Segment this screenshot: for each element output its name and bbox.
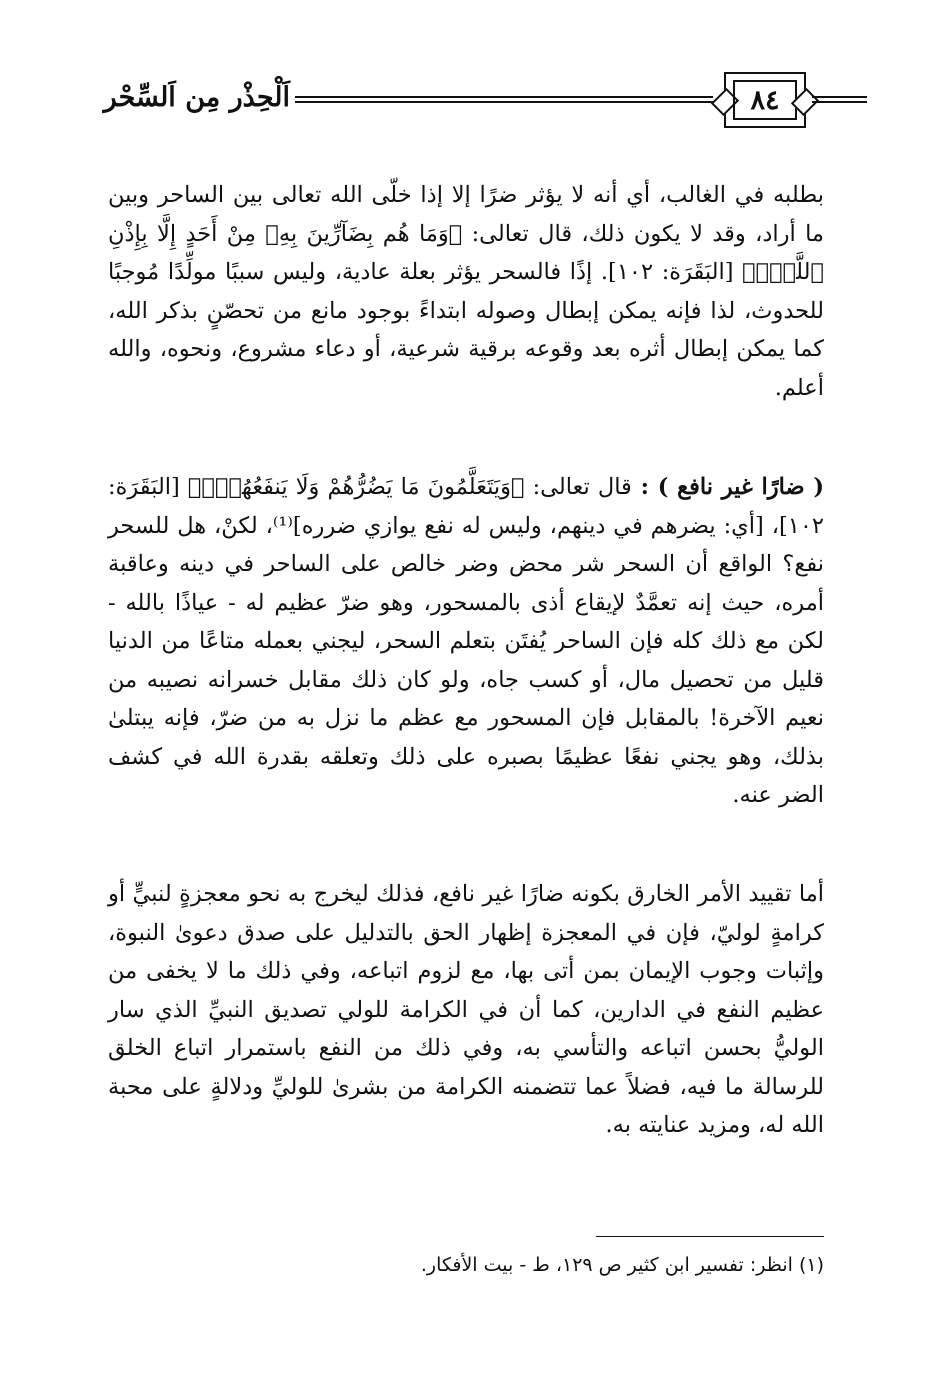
paragraph-3: أما تقييد الأمر الخارق بكونه ضارًا غير نافع، فذلك ليخرج به نحو معجزةٍ لنبيٍّ أو كرامةٍ لوليّ، فإن في المعجزة إظهار الحق بالتدليل على صدق دعوىٰ النبوة، وإثبات وجوب الإيمان بمن أتى بها، مع لزوم اتباعه، وفي ذلك ما لا يخفى من عظيم النفع في الدارين، كما أن في الكرامة للولي تصديق النبيِّ الذي سار الوليُّ بحسن اتباعه والتأسي به، وفي ذلك من النفع باستمرار اتباع الخلق للرسالة ما فيه، فضلاً عما تتضمنه الكرامة من بشرىٰ للوليِّ ودلالةٍ على محبة الله له، ومزيد عنايته به. [108,881,824,1138]
paragraph-2 [108,468,824,815]
paragraph-2-text: قال تعالى: ﴿وَيَتَعَلَّمُونَ مَا يَضُرُّهُمْ وَلَا يَنفَعُهُمْۚ﴾ [البَقَرَة: ١٠٢]، [أي: يضرهم في دينهم، وليس له نفع يوازي ضرره]⁽¹⁾، لكنْ، هل للسحر نفع؟ الواقع أن السحر شر محض وضر خالص على الساحر في دينه وعاقبة أمره، حيث إنه تعمَّدٌ لإيقاع أذى بالمسحور، وهو ضرّ عظيم له - عياذًا بالله - لكن مع ذلك كله فإن الساحر يُفتَن بتعلم السحر، ليجني بعمله متاعًا من الدنيا قليل من تحصيل مال، أو كسب جاه، ولو كان ذلك مقابل خسرانه نصيبه من نعيم الآخرة! بالمقابل فإن المسحور مع عظم ما نزل به من ضرّ، فإنه يبتلىٰ بذلك، وهو يجني نفعًا عظيمًا بصبره على ذلك وتعلقه بقدرة الله في كشف الضر عنه. [108,474,824,808]
running-title: اَلْحِذْر مِن اَلسِّحْر [103,82,290,113]
footnote-divider [596,1236,824,1237]
page-number: ٨٤ [733,80,797,120]
header-rule-right [812,96,867,103]
footnote: (١) انظر: تفسير ابن كثير ص ١٢٩، ط - بيت الأفكار. [420,1254,824,1276]
page-number-frame [724,72,806,128]
header-rule-left [295,96,713,103]
page-header [100,68,870,130]
paragraph-1: بطلبه في الغالب، أي أنه لا يؤثر ضرًا إلا إذا خلّى الله تعالى بين الساحر وبين ما أراد، وقد لا يكون ذلك، قال تعالى: ﴿وَمَا هُم بِضَآرِّينَ بِهِۦ مِنْ أَحَدٍ إِلَّا بِإِذْنِ ٱللَّهِۚ﴾ [البَقَرَة: ١٠٢]. إذًا فالسحر يؤثر بعلة عادية، وليس سببًا مولِّدًا مُوجبًا للحدوث، لذا فإنه يمكن إبطال وصوله ابتداءً بوجود مانع من تحصّنٍ بذكر الله، كما يمكن إبطال أثره بعد وقوعه برقية شرعية، أو دعاء مشروع، ونحوه، والله أعلم. [108,182,824,401]
heading-term: ( ضارًا غير نافع ) : [631,474,824,500]
